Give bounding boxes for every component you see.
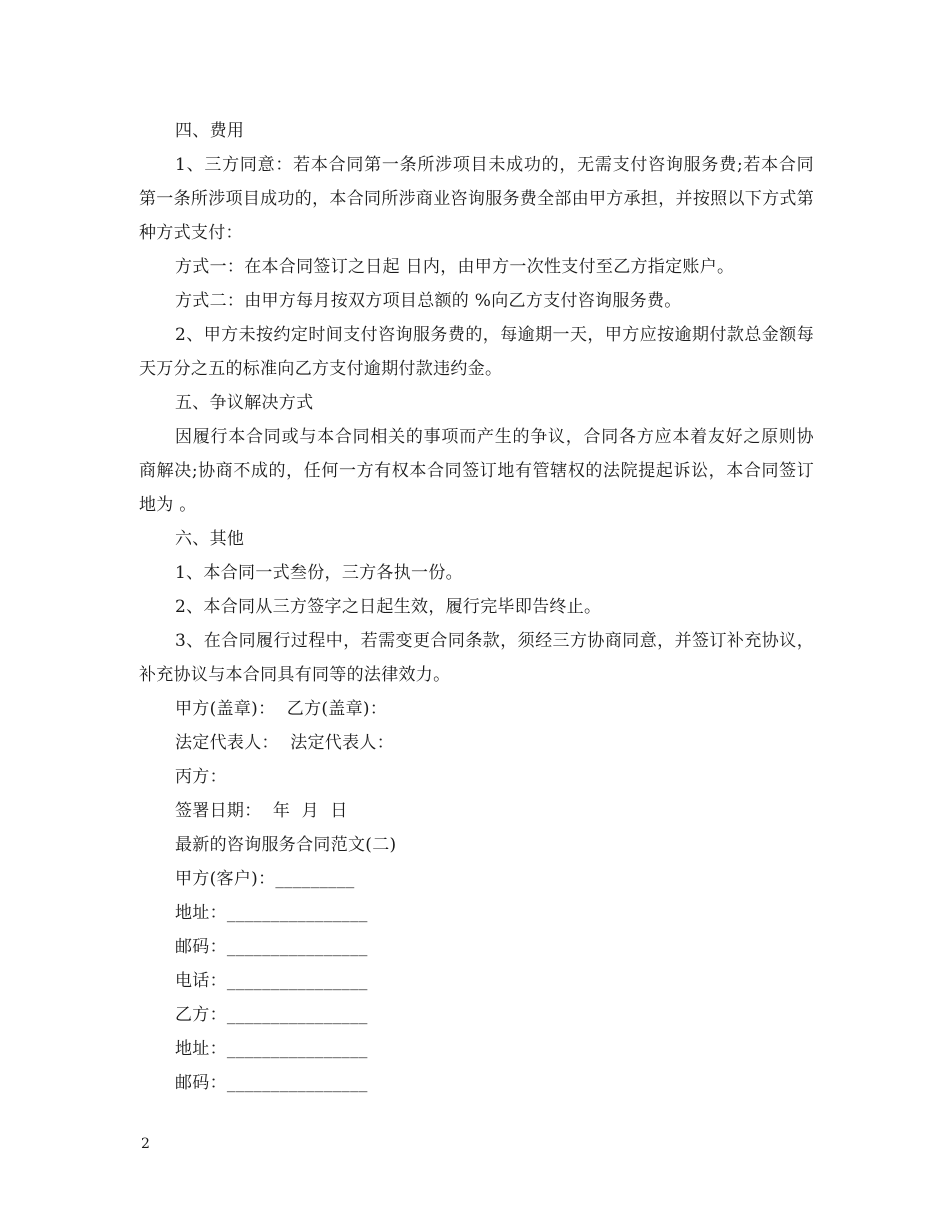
- second-contract-title: 最新的咨询服务合同范文(二): [175, 835, 397, 855]
- fees-clause-1: 1、三方同意：若本合同第一条所涉项目未成功的，无需支付咨询服务费;若本合同第一条所涉项目成功的，本合同所涉商业咨询服务费全部由甲方承担，并按照以下方式第 种方式支付：: [139, 155, 820, 243]
- section-heading-fees: 四、费用: [175, 121, 245, 141]
- party-b-address-field: 地址：________________: [175, 1039, 368, 1059]
- dispute-clause: 因履行本合同或与本合同相关的事项而产生的争议，合同各方应本着友好之原则协商解决;协商不成的，任何一方有权本合同签订地有管辖权的法院提起诉讼，本合同签订地为 。: [139, 427, 814, 515]
- party-b-postcode-field: 邮码：________________: [175, 1073, 368, 1093]
- party-a-postcode-field: 邮码：________________: [175, 937, 368, 957]
- page-number: 2: [141, 1136, 150, 1152]
- document-body: [139, 114, 820, 1100]
- section-heading-dispute: 五、争议解决方式: [175, 393, 314, 413]
- payment-method-2: 方式二：由甲方每月按双方项目总额的 %向乙方支付咨询服务费。: [175, 291, 682, 311]
- party-a-address-field: 地址：________________: [175, 903, 368, 923]
- signature-party-c: 丙方：: [175, 767, 227, 787]
- party-a-phone-field: 电话：________________: [175, 971, 368, 991]
- section-heading-other: 六、其他: [175, 529, 245, 549]
- fees-clause-2: 2、甲方未按约定时间支付咨询服务费的，每逾期一天，甲方应按逾期付款总金额每天万分之五的标准向乙方支付逾期付款违约金。: [139, 325, 814, 379]
- other-clause-2: 2、本合同从三方签字之日起生效，履行完毕即告终止。: [175, 597, 602, 617]
- signature-legal-representatives: 法定代表人： 法定代表人：: [175, 733, 395, 753]
- signature-party-a-b: 甲方(盖章)： 乙方(盖章)：: [175, 699, 388, 719]
- party-b-field: 乙方：________________: [175, 1005, 368, 1025]
- payment-method-1: 方式一：在本合同签订之日起 日内，由甲方一次性支付至乙方指定账户。: [175, 257, 735, 277]
- other-clause-3: 3、在合同履行过程中，若需变更合同条款，须经三方协商同意，并签订补充协议，补充协议与本合同具有同等的法律效力。: [139, 631, 814, 685]
- other-clause-1: 1、本合同一式叁份，三方各执一份。: [175, 563, 463, 583]
- signature-date: 签署日期： 年 月 日: [175, 801, 348, 821]
- party-a-client-field: 甲方(客户)：_________: [175, 869, 355, 889]
